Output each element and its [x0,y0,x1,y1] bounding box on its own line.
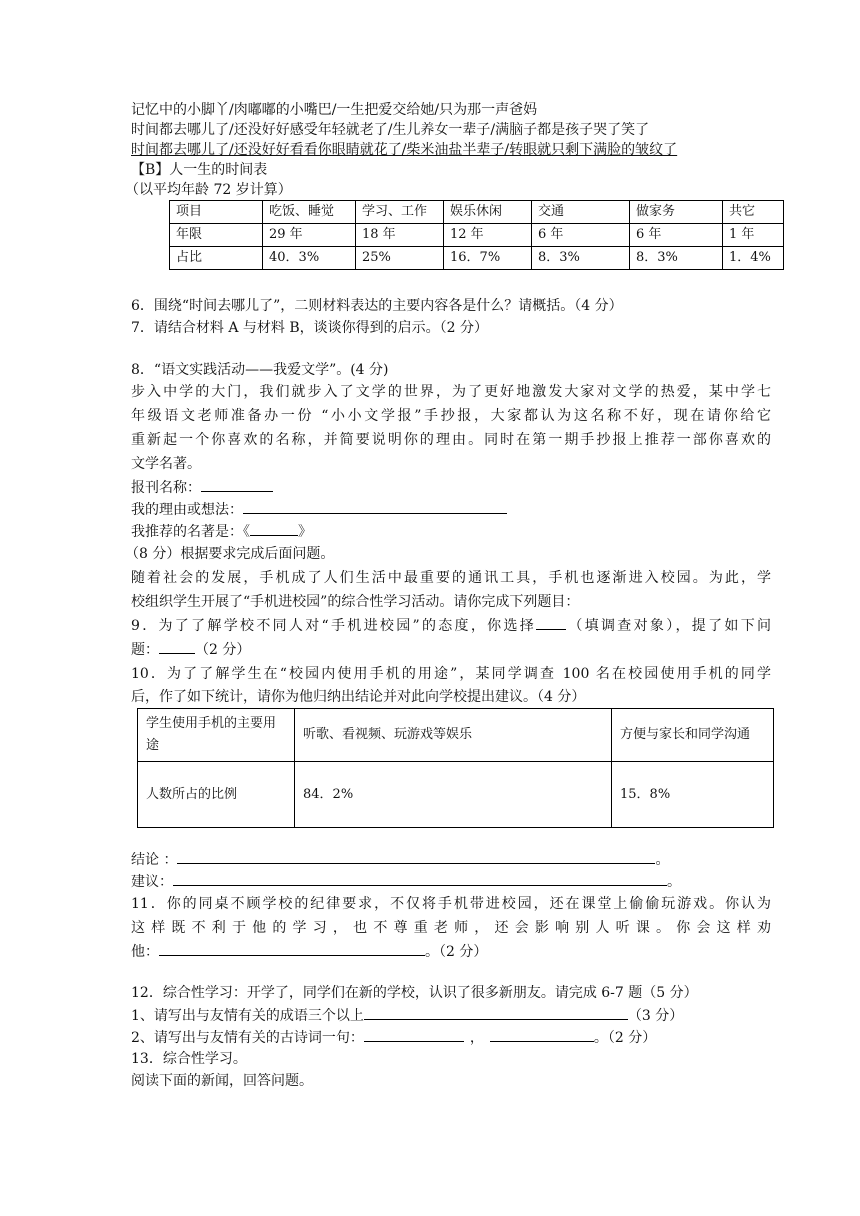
table-cell: 29 年 [263,224,356,247]
question-12-title: 12．综合性学习：开学了，同学们在新的学校，认识了很多新朋友。请完成 6-7 题（5 分） [131,985,698,1001]
table-cell: 听歌、看视频、玩游戏等娱乐 [295,709,612,762]
question-12-item-1 [131,1004,771,1026]
table-cell: 方便与家长和同学沟通 [612,709,774,762]
intro-text: 随着社会的发展，手机成了人们生活中最重要的通讯工具，手机也逐渐进入校园。为此，学 [131,570,771,586]
table-cell: 16．7% [444,247,532,270]
table-cell: 84．2% [295,762,612,828]
table-cell: 6 年 [532,224,630,247]
table-cell: 年限 [170,224,263,247]
question-12-item-2 [131,1026,771,1048]
lyric-line-1: 记忆中的小脚丫/肉嘟嘟的小嘴巴/一生把爱交给她/只为那一声爸妈 [131,102,538,118]
table-cell: 占比 [170,247,263,270]
survey-target-blank[interactable] [536,614,566,630]
question-12-text: 2、请写出与友情有关的古诗词一句： [131,1030,364,1046]
question-8-text: 年级语文老师准备办一份 “小小文学报”手抄报，大家都认为这名称不好，现在请你给它 [131,408,771,424]
book-label-end: 》 [298,524,312,540]
question-11-line [131,940,771,964]
conclusion-blank[interactable] [177,848,655,864]
question-10-text: 后，作了如下统计，请你为他归纳出结论并对此向学校提出建议。（4 分） [131,689,586,705]
table-row [138,709,774,762]
newspaper-name-label: 报刊名称： [131,480,201,496]
material-b-title: 【B】人一生的时间表 [131,162,268,178]
lyric-line-2: 时间都去哪儿了/还没好好感受年轻就老了/生儿养女一辈子/满脑子都是孩子哭了笑了 [131,122,650,138]
table-cell: 1 年 [723,224,784,247]
table-cell: 8．3% [532,247,630,270]
table-cell: 娱乐休闲 [444,201,532,224]
suggestion-blank[interactable] [173,870,667,886]
material-b-note: （以平均年龄 72 岁计算） [125,182,292,198]
newspaper-name-row [131,476,771,498]
table-row [170,224,784,247]
table-row [170,247,784,270]
question-blank[interactable] [159,638,195,654]
question-13-text: 阅读下面的新闻，回答问题。 [131,1073,313,1089]
question-13-title: 13．综合性学习。 [131,1051,247,1067]
table-cell: 1．4% [723,247,784,270]
table-cell: 交通 [532,201,630,224]
phone-usage-table [137,708,774,828]
question-7: 7．请结合材料 A 与材料 B，谈谈你得到的启示。（2 分） [131,320,489,336]
question-9-text: 题： [131,642,159,658]
table-cell: 共它 [723,201,784,224]
table-cell: 15．8% [612,762,774,828]
table-cell: 18 年 [356,224,444,247]
question-9-line [131,614,771,638]
section-intro: （8 分）根据要求完成后面问题。 [125,546,335,562]
conclusion-label: 结论 ： [131,852,178,868]
idiom-blank[interactable] [364,1004,628,1020]
book-row [131,520,771,542]
table-cell: 8．3% [630,247,723,270]
question-9-line [131,638,771,662]
question-9-text: 9．为了了解学校不同人对“手机进校园”的态度，你选择 [131,618,537,634]
question-11-text: 他： [131,944,159,960]
table-cell: 人数所占的比例 [138,762,295,828]
question-9-text: （填调查对象），提了如下问 [566,618,771,634]
book-label: 我推荐的名著是：《 [131,524,250,540]
lyric-line-3: 时间都去哪儿了/还没好好看看你眼睛就花了/柴米油盐半辈子/转眼就只剩下满脸的皱纹了 [131,142,678,158]
reason-label: 我的理由或想法： [131,502,243,518]
question-8-text: 步入中学的大门，我们就步入了文学的世界，为了更好地激发大家对文学的热爱，某中学七 [131,384,771,400]
question-11-text: 这样既不利于他的学习，也不尊重老师，还会影响别人听课。你会这样劝 [131,920,771,936]
advice-blank[interactable] [159,940,425,956]
poem-blank-1[interactable] [364,1026,464,1042]
question-11-text: 11．你的同桌不顾学校的纪律要求，不仅将手机带进校园，还在课堂上偷偷玩游戏。你认为 [131,896,771,912]
table-cell: 6 年 [630,224,723,247]
lifetime-table [169,200,784,270]
end-mark: 。 [667,874,681,890]
table-cell: 40．3% [263,247,356,270]
question-8-text: 文学名著。 [131,456,201,472]
question-8-text: 重新起一个你喜欢的名称，并简要说明你的理由。同时在第一期手抄报上推荐一部你喜欢的 [131,432,771,448]
table-cell: 项目 [170,201,263,224]
reason-row [131,498,771,520]
suggestion-label: 建议： [131,874,173,890]
document-page [125,100,771,1092]
table-row [170,201,784,224]
table-cell: 做家务 [630,201,723,224]
poem-blank-2[interactable] [490,1026,594,1042]
question-6: 6．围绕“时间去哪儿了”，二则材料表达的主要内容各是什么？请概括。（4 分） [131,298,623,314]
question-12-text: （3 分） [627,1008,684,1024]
table-cell: 学习、工作 [356,201,444,224]
question-12-text: 。（2 分） [593,1030,657,1046]
table-cell: 12 年 [444,224,532,247]
intro-text: 校组织学生开展了“手机进校园”的综合性学习活动。请你完成下列题目： [131,594,580,610]
reason-blank[interactable] [243,498,507,514]
question-12-text: 1、请写出与友情有关的成语三个以上 [131,1008,364,1024]
question-11-text: 。（2 分） [425,944,488,960]
end-mark: 。 [655,852,670,868]
question-9-text: （2 分） [195,642,251,658]
suggestion-row [131,870,771,892]
question-8-title: 8．“语文实践活动——我爱文学”。(4 分) [131,362,389,378]
question-12-text: ， [469,1030,484,1046]
question-10-text: 10．为了了解学生在“校园内使用手机的用途”，某同学调查 100 名在校园使用手机的同学 [131,666,771,682]
conclusion-row [131,848,771,870]
table-cell: 25% [356,247,444,270]
table-cell: 学生使用手机的主要用途 [138,709,295,762]
newspaper-name-blank[interactable] [201,476,273,492]
table-row [138,762,774,828]
book-blank[interactable] [250,520,298,536]
table-cell: 吃饭、睡觉 [263,201,356,224]
